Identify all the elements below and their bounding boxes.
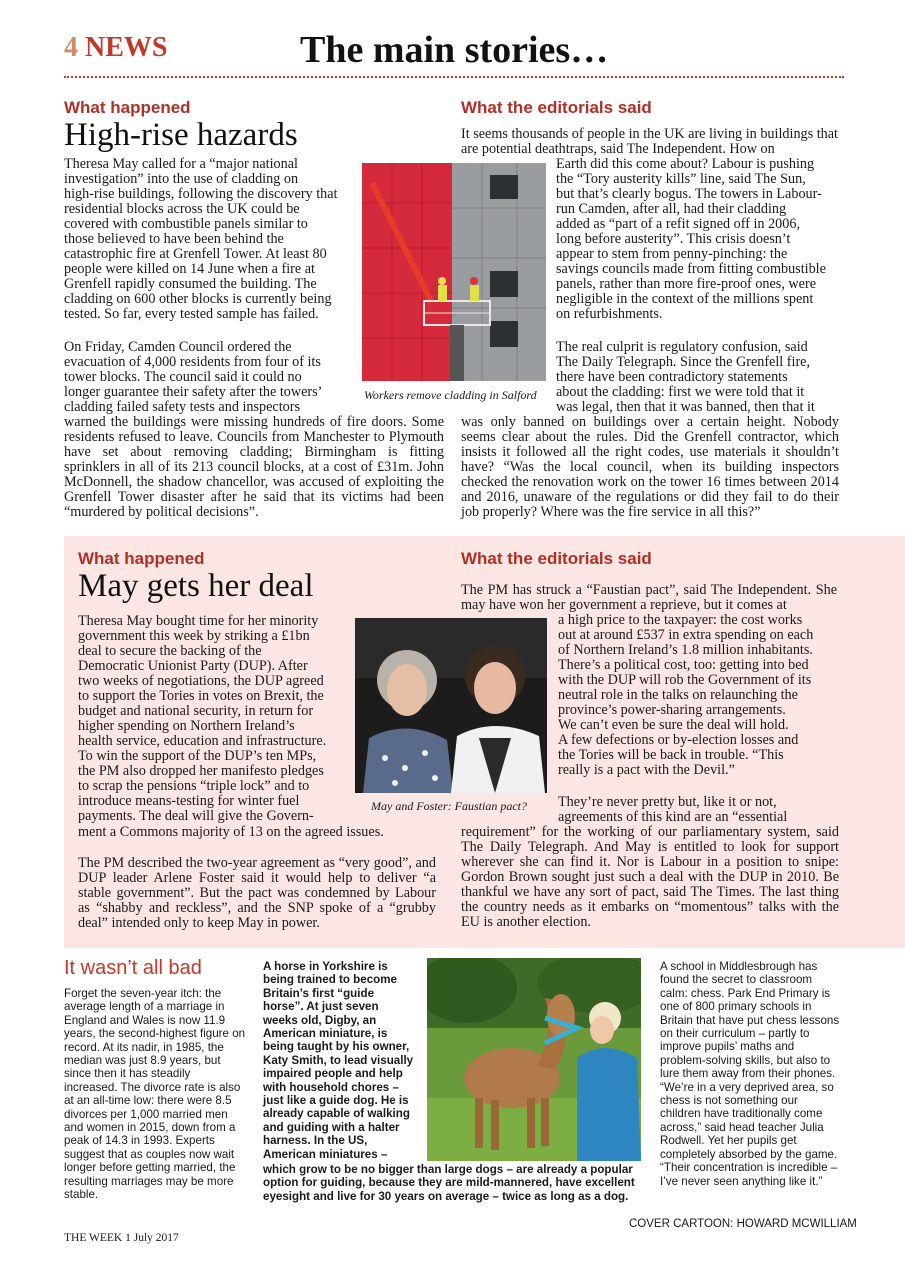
publication-name: THE WEEK [64, 1232, 123, 1244]
page-title: The main stories… [300, 29, 609, 71]
editorial2-lead: The PM has struck a “Faustian pact”, said The Independent. She may have won her government a reprieve, but it comes at [461, 582, 837, 613]
story1-kicker: What happened [64, 98, 191, 117]
editorial1-paragraph-2: The real culprit is regulatory confusion, said The Daily Telegraph. Since the Grenfell fire, there have been contradictory statements about the cladding: first we were told that it was legal, then that it was banned, then that it [556, 339, 815, 415]
section-name: NEWS [85, 32, 168, 63]
good-news-chess-story: A school in Middlesbrough has found the secret to classroom calm: chess. Park End Primary is one of 800 primary schools in Britain that have put chess lessons on their curriculum – partly to improve pupils’ maths and problem-solving skills, but also to lure them away from their phones. “We’re in a very deprived area, so chess is not something our children have traditionally come across,” said head teacher Julia Rodwell. Yet her pupils get completely absorbed by the game. “Their concentration is incredible – I’ve never seen anything like it.” [660, 960, 840, 1188]
story1-paragraph-1: Theresa May called for a “major national investigation” into the use of cladding on high-rise buildings, following the discovery that residential blocks across the UK could be covered with combustible panels similar to those believed to have been behind the catastrophic fire at Grenfell Tower. At least 80 people were killed on 14 June when a fire at Grenfell rapidly consumed the building. The cladding on 600 other blocks is currently being tested. So far, every tested sample has failed. [64, 156, 338, 322]
editorial1-paragraph-1: Earth did this come about? Labour is pushing the “Tory austerity kills” line, said The Sun, but that’s clearly bogus. The towers in Labour- run Camden, after all, had their cladding added as “part of a refit signed off in 2006, long before austerity”. This crisis doesn’t appear to stem from penny-pinching: the savings councils made from fitting combustible panels, rather than more fire-proof ones, were negligible in the context of the millions spent on refurbishments. [556, 156, 826, 322]
publication-footer [64, 1232, 179, 1244]
story2-paragraph-2: The PM described the two-year agreement as “very good”, and DUP leader Arlene Foster said it would help to deliver “a stable government”. But the pact was condemned by Labour as “shabby and reckless”, and the SNP spoke of a “grubby deal” intended only to keep May in power. [78, 855, 436, 931]
story1-paragraph-2: On Friday, Camden Council ordered the evacuation of 4,000 residents from four of its tower blocks. The council said it could no longer guarantee their safety after the towers’ cladding failed safety tests and inspectors [64, 339, 323, 415]
editorial2-paragraph-2-continued: requirement” for the working of our parliamentary system, said The Daily Telegraph. And May is entitled to look for support wherever she can find it. Nor is Labour in a position to snipe: Gordon Brown sought just such a deal with the DUP in 2010. Be thankful we have any sort of pact, said The Times. The last thing the country needs as it embarks on “momentous” talks with the EU is another election. [461, 824, 839, 930]
editorial2-paragraph-2: They’re never pretty but, like it or not, agreements of this kind are an “essential [558, 794, 788, 825]
editorial1-lead: It seems thousands of people in the UK are living in buildings that are potential deathtraps, said The Independent. How on [461, 126, 838, 157]
story2-paragraph-1: Theresa May bought time for her minority government this week by striking a £1bn deal to secure the backing of the Democratic Unionist Party (DUP). After two weeks of negotiations, the DUP agreed to support the Tories in votes on Brexit, the budget and national security, in return for higher spending on Northern Ireland’s health service, education and infrastructure. To win the support of the DUP’s ten MPs, the PM also dropped her manifesto pledges to scrap the pensions “triple lock” and to introduce means-testing for winter fuel payments. The deal will give the Govern- [78, 613, 327, 824]
good-news-heading: It wasn’t all bad [64, 957, 202, 979]
header-rule [64, 76, 844, 78]
guide-horse-photo [427, 958, 641, 1161]
may-foster-photo-caption: May and Foster: Faustian pact? [371, 799, 527, 813]
good-news-marriage-story: Forget the seven-year itch: the average length of a marriage in England and Wales is now 11.9 years, the second-highest figure on record. At its nadir, in 1985, the median was just 8.9 years, but since then it has steadily increased. The divorce rate is also at an all-time low: there were 8.5 divorces per 1,000 married men and women in 2015, down from a peak of 14.3 in 1993. Experts suggest that as couples now wait longer before getting married, the resulting marriages may be more stable. [64, 987, 246, 1202]
section-number: 4 [64, 32, 78, 63]
cladding-photo [362, 163, 546, 381]
story2-kicker: What happened [78, 549, 205, 568]
story1-paragraph-2-continued: warned the buildings were missing hundreds of fire doors. Some residents refused to leave. Councils from Manchester to Plymouth have set about removing cladding; Birmingham is fitting sprinklers in all of its 213 council blocks, at a cost of £31m. John McDonnell, the shadow chancellor, was accused of exploiting the Grenfell Tower disaster after he said that its victims had been “murdered by political decisions”. [64, 414, 444, 520]
section-label [64, 32, 167, 64]
publication-date: 1 July 2017 [125, 1232, 179, 1244]
good-news-horse-story-continued: which grow to be no bigger than large dogs – are already a popular option for guiding, because they are mild-mannered, have excellent eyesight and live for 30 years on average – twice as long as a dog. [263, 1163, 635, 1203]
story1-headline: High-rise hazards [64, 117, 298, 153]
editorial2-paragraph-1: a high price to the taxpayer: the cost works out at around £537 in extra spending on each of Northern Ireland’s 1.8 million inhabitants. There’s a political cost, too: getting into bed with the DUP will rob the Government of its neutral role in the talks on relaunching the province’s power-sharing arrangements. We can’t even be sure the deal will hold. A few defections or by-election losses and the Tories will be back in trouble. “This really is a pact with the Devil.” [558, 612, 814, 778]
editorial1-paragraph-2-continued: was only banned on buildings over a certain height. Nobody seems clear about the rules. Did the Grenfell contractor, which insists it followed all the right codes, use materials it shouldn’t have? “Was the local council, when its building inspectors checked the renovation work on the tower 16 times between 2014 and 2016, unaware of the regulations or did they fail to do their job properly? Where was the fire service in all this?” [461, 414, 839, 520]
editorial1-kicker: What the editorials said [461, 98, 652, 117]
editorial2-kicker: What the editorials said [461, 549, 652, 568]
cover-credit: COVER CARTOON: HOWARD MCWILLIAM [629, 1218, 857, 1230]
story2-headline: May gets her deal [78, 568, 314, 604]
story2-paragraph-1-continued: ment a Commons majority of 13 on the agreed issues. [78, 824, 384, 840]
cladding-photo-caption: Workers remove cladding in Salford [364, 388, 537, 402]
good-news-horse-story: A horse in Yorkshire is being trained to become Britain’s first “guide horse”. At just seven weeks old, Digby, an American miniature, is being taught by his owner, Katy Smith, to lead visually impaired people and help with household chores – just like a guide dog. He is already capable of walking and guiding with a halter harness. In the US, American miniatures – [263, 960, 414, 1161]
may-foster-photo [355, 618, 547, 793]
